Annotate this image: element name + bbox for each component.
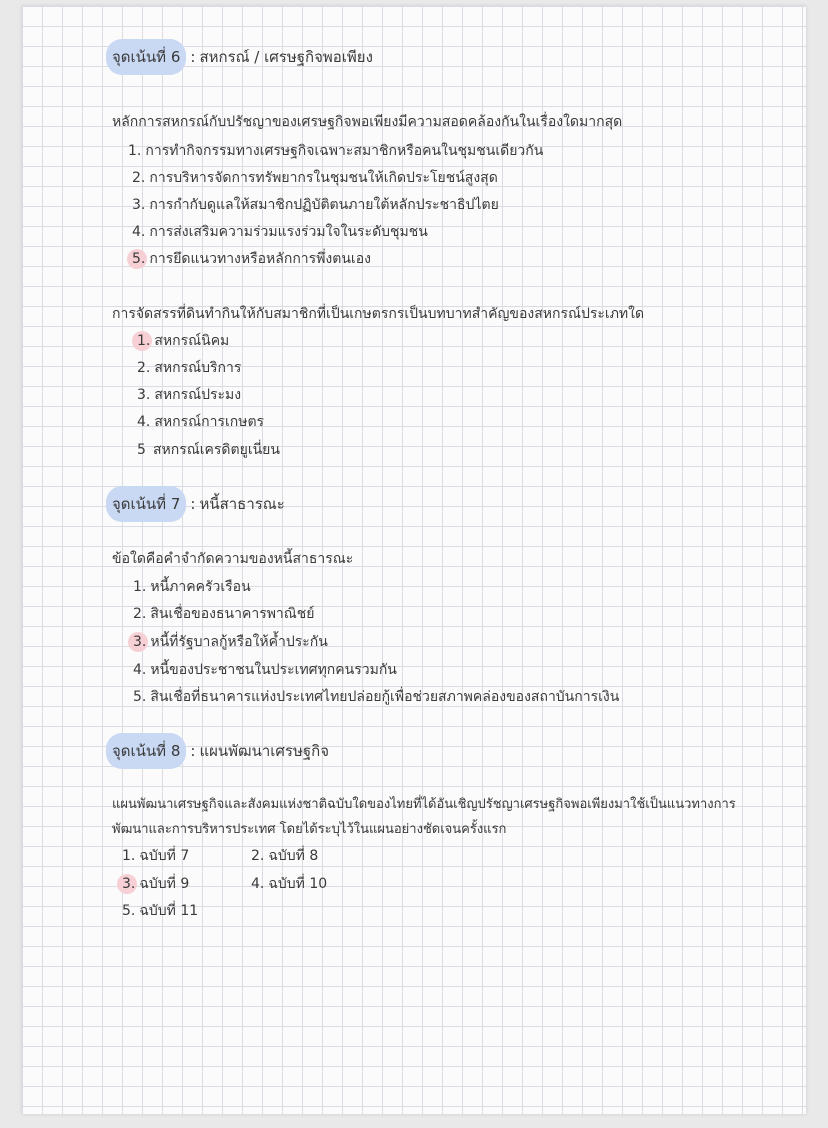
option-number: 4.	[251, 876, 265, 892]
option-number: 3.	[122, 876, 136, 892]
section-label-highlight	[106, 733, 186, 769]
option-text: ฉบับที่ 7	[139, 848, 190, 864]
option-text: สินเชื่อที่ธนาคารแห่งประเทศไทยปล่อยกู้เพื่อช่วยสภาพคล่องของสถาบันการเงิน	[150, 689, 620, 705]
option-item	[132, 194, 499, 216]
option-number: 3.	[137, 387, 151, 403]
option-item	[137, 411, 264, 433]
option-item	[251, 873, 327, 895]
option-text: การกำกับดูแลให้สมาชิกปฏิบัติตนภายใต้หลักประชาธิปไตย	[149, 197, 499, 213]
question-text: ข้อใดคือคำจำกัดความของหนี้สาธารณะ	[112, 551, 354, 567]
section-label: จุดเน้นที่ 8	[112, 742, 181, 760]
option-item	[133, 659, 397, 681]
option-number: 1.	[137, 333, 151, 349]
option-item-answer	[122, 873, 189, 895]
option-text: หนี้ภาคครัวเรือน	[150, 579, 251, 595]
option-text: ฉบับที่ 10	[268, 876, 328, 892]
option-item	[122, 845, 189, 867]
option-text: หนี้ที่รัฐบาลกู้หรือให้ค้ำประกัน	[150, 634, 328, 650]
option-text: สหกรณ์เครดิตยูเนี่ยน	[153, 442, 280, 458]
section-title: แผนพัฒนาเศรษฐกิจ	[199, 742, 330, 760]
option-item	[137, 384, 241, 406]
option-number: 2.	[132, 170, 146, 186]
section-label: จุดเน้นที่ 7	[112, 495, 181, 513]
option-text: สหกรณ์บริการ	[154, 360, 242, 376]
option-item	[132, 167, 498, 189]
option-text: การส่งเสริมความร่วมแรงร่วมใจในระดับชุมชน	[149, 224, 428, 240]
option-number: 5	[137, 442, 146, 458]
option-item-answer	[132, 248, 371, 270]
option-number: 1.	[128, 143, 142, 159]
section-title: สหกรณ์ / เศรษฐกิจพอเพียง	[199, 48, 373, 66]
question-text-line-1: แผนพัฒนาเศรษฐกิจและสังคมแห่งชาติฉบับใดของไทยที่ได้อันเชิญปรัชญาเศรษฐกิจพอเพียงมาใช้เป็นแนวทางการ	[112, 797, 736, 812]
option-number: 4.	[132, 224, 146, 240]
option-item	[133, 686, 619, 708]
section-label-highlight	[106, 486, 186, 522]
section-title: หนี้สาธารณะ	[199, 495, 285, 513]
section-header-7	[112, 488, 285, 520]
option-text: สินเชื่อของธนาคารพาณิชย์	[150, 606, 315, 622]
option-text: สหกรณ์การเกษตร	[154, 414, 265, 430]
option-number: 3.	[133, 634, 147, 650]
section-header-6	[112, 41, 373, 73]
option-number: 5.	[132, 251, 146, 267]
option-text: สหกรณ์ประมง	[154, 387, 242, 403]
question-text-line-2: พัฒนาและการบริหารประเทศ โดยได้ระบุไว้ในแผนอย่างชัดเจนครั้งแรก	[112, 822, 507, 837]
option-text: ฉบับที่ 8	[268, 848, 319, 864]
section-label-highlight	[106, 39, 186, 75]
option-number: 2.	[133, 606, 147, 622]
option-number: 5.	[133, 689, 147, 705]
option-number: 1.	[133, 579, 147, 595]
option-number: 2.	[251, 848, 265, 864]
option-item	[133, 576, 251, 598]
option-number: 4.	[137, 414, 151, 430]
section-header-8	[112, 735, 329, 767]
option-text: ฉบับที่ 9	[139, 876, 190, 892]
section-separator: :	[190, 48, 196, 66]
section-separator: :	[190, 742, 196, 760]
option-item	[133, 603, 315, 625]
option-number: 3.	[132, 197, 146, 213]
option-text: การทำกิจกรรมทางเศรษฐกิจเฉพาะสมาชิกหรือคนในชุมชนเดียวกัน	[145, 143, 544, 159]
option-text: สหกรณ์นิคม	[154, 333, 230, 349]
option-item	[137, 439, 280, 461]
option-number: 5.	[122, 903, 136, 919]
option-text: ฉบับที่ 11	[139, 903, 199, 919]
option-text: หนี้ของประชาชนในประเทศทุกคนรวมกัน	[150, 662, 397, 678]
option-item	[137, 357, 241, 379]
option-item	[132, 221, 428, 243]
option-number: 2.	[137, 360, 151, 376]
option-number: 1.	[122, 848, 136, 864]
option-item-answer	[133, 631, 328, 653]
question-text: การจัดสรรที่ดินทำกินให้กับสมาชิกที่เป็นเกษตรกรเป็นบทบาทสำคัญของสหกรณ์ประเภทใด	[112, 306, 645, 322]
option-item	[122, 900, 198, 922]
question-text: หลักการสหกรณ์กับปรัชญาของเศรษฐกิจพอเพียงมีความสอดคล้องกันในเรื่องใดมากสุด	[112, 114, 623, 130]
option-text: การยึดแนวทางหรือหลักการพึ่งตนเอง	[149, 251, 371, 267]
option-item	[251, 845, 318, 867]
option-item	[128, 140, 543, 162]
option-text: การบริหารจัดการทรัพยากรในชุมชนให้เกิดประโยชน์สูงสุด	[149, 170, 498, 186]
option-number: 4.	[133, 662, 147, 678]
section-separator: :	[190, 495, 196, 513]
option-item-answer	[137, 330, 229, 352]
section-label: จุดเน้นที่ 6	[112, 48, 181, 66]
